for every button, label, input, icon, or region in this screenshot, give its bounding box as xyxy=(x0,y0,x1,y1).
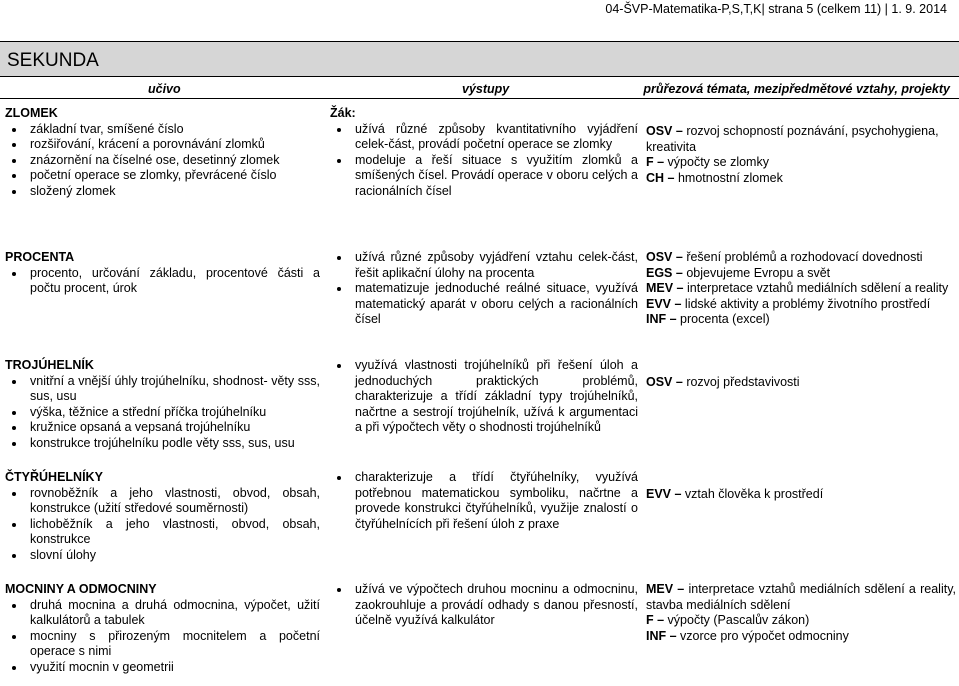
cross-text: hmotnostní zlomek xyxy=(677,170,783,185)
cross-entry xyxy=(646,155,956,171)
ucivo-list xyxy=(5,266,320,297)
vystupy-cell xyxy=(330,582,638,629)
ucivo-list xyxy=(5,374,320,452)
list-item: matematizuje jednoduché reálné situace, využívá matematický aparát v oboru celých a racionálních čísel xyxy=(330,281,638,328)
column-header-vystupy: výstupy xyxy=(462,82,510,96)
ucivo-list xyxy=(5,486,320,564)
vystupy-list xyxy=(330,582,638,629)
list-item: využívá vlastnosti trojúhelníků při řešení úloh a jednoduchých praktických problémů, charakterizuje a třídí základní typy trojúhelníků, načrtne a sestrojí trojúhelník, užívá k argumentaci a při výpočtech věty o shodnosti trojúhelníků xyxy=(330,358,638,436)
list-item: mocniny s přirozeným mocnitelem a početní operace s nimi xyxy=(5,629,320,660)
cross-entry xyxy=(646,312,956,328)
zak-label: Žák: xyxy=(330,106,356,120)
cross-tag: MEV – xyxy=(646,582,685,596)
topic-title: ČTYŘÚHELNÍKY xyxy=(5,470,103,484)
list-item: využití mocnin v geometrii xyxy=(5,660,320,676)
list-item: rozšiřování, krácení a porovnávání zlomků xyxy=(5,137,320,153)
cross-entry xyxy=(646,375,956,391)
running-header: 04-ŠVP-Matematika-P,S,T,K| strana 5 (celkem 11) | 1. 9. 2014 xyxy=(605,2,947,16)
cross-tag: OSV – xyxy=(646,375,683,389)
cross-text: objevujeme Evropu a svět xyxy=(686,265,831,280)
list-item: užívá různé způsoby vyjádření vztahu celek-část, řešit aplikační úlohy na procenta xyxy=(330,250,638,281)
list-item: druhá mocnina a druhá odmocnina, výpočet, užití kalkulátorů a tabulek xyxy=(5,598,320,629)
cross-tag: INF – xyxy=(646,312,677,326)
list-item: charakterizuje a třídí čtyřúhelníky, využívá potřebnou matematickou symboliku, načrtne a provede konstrukci čtyřúhelníků, využije znalostí o čtyřúhelnících při řešení úloh z praxe xyxy=(330,470,638,532)
list-item: užívá ve výpočtech druhou mocninu a odmocninu, zaokrouhluje a provádí odhady s danou přesností, účelně využívá kalkulátor xyxy=(330,582,638,629)
cross-tag: F – xyxy=(646,613,665,627)
column-headers xyxy=(0,77,959,99)
cross-text: interpretace vztahů mediálních sdělení a reality, stavba mediálních sdělení xyxy=(646,582,956,612)
cross-entry xyxy=(646,281,956,297)
prurez-cell xyxy=(646,487,956,503)
vystupy-list xyxy=(330,470,638,532)
cross-entry xyxy=(646,487,956,503)
column-header-prurez: průřezová témata, mezipředmětové vztahy, projekty xyxy=(643,82,950,96)
cross-tag: CH – xyxy=(646,170,675,185)
cross-entry xyxy=(646,629,956,645)
vystupy-list xyxy=(330,122,638,200)
cross-tag: INF – xyxy=(646,628,677,643)
cross-entry xyxy=(646,613,956,629)
ucivo-cell xyxy=(5,470,320,563)
vystupy-cell xyxy=(330,470,638,532)
cross-text: výpočty (Pascalův zákon) xyxy=(667,613,810,627)
ucivo-cell xyxy=(5,358,320,451)
column-header-ucivo: učivo xyxy=(148,82,181,96)
vystupy-list xyxy=(330,358,638,436)
prurez-cell xyxy=(646,124,956,186)
list-item: výška, těžnice a střední příčka trojúhelníku xyxy=(5,405,320,421)
vystupy-list xyxy=(330,250,638,328)
cross-tag: MEV – xyxy=(646,281,684,295)
list-item: užívá různé způsoby kvantitativního vyjádření celek-část, provádí početní operace se zlomky xyxy=(330,122,638,153)
list-item: základní tvar, smíšené číslo xyxy=(5,122,320,138)
list-item: početní operace se zlomky, převrácené číslo xyxy=(5,168,320,184)
cross-tag: EVV – xyxy=(646,487,682,501)
cross-text: vzorce pro výpočet odmocniny xyxy=(680,628,849,643)
cross-text: lidské aktivity a problémy životního prostředí xyxy=(684,296,931,311)
cross-tag: EVV – xyxy=(646,296,682,311)
topic-title: TROJÚHELNÍK xyxy=(5,358,94,372)
cross-tag: EGS – xyxy=(646,265,683,280)
cross-tag: OSV – xyxy=(646,124,683,138)
list-item: kružnice opsaná a vepsaná trojúhelníku xyxy=(5,420,320,436)
cross-entry xyxy=(646,171,956,187)
prurez-cell xyxy=(646,375,956,391)
vystupy-cell xyxy=(330,250,638,328)
ucivo-cell xyxy=(5,250,320,297)
cross-entry xyxy=(646,250,956,266)
list-item: složený zlomek xyxy=(5,184,320,200)
cross-text: řešení problémů a rozhodovací dovednosti xyxy=(686,250,923,264)
ucivo-cell xyxy=(5,106,320,199)
list-item: procento, určování základu, procentové části a počtu procent, úrok xyxy=(5,266,320,297)
topic-title: PROCENTA xyxy=(5,250,75,264)
cross-text: výpočty se zlomky xyxy=(667,155,769,169)
list-item: rovnoběžník a jeho vlastnosti, obvod, obsah, konstrukce (užití středové souměrnosti) xyxy=(5,486,320,517)
title-band xyxy=(0,41,959,77)
cross-tag: F – xyxy=(646,155,665,169)
vystupy-cell xyxy=(330,106,638,199)
prurez-cell xyxy=(646,250,956,328)
cross-text: rozvoj představivosti xyxy=(686,375,800,389)
list-item: konstrukce trojúhelníku podle věty sss, sus, usu xyxy=(5,436,320,452)
ucivo-cell xyxy=(5,582,320,675)
ucivo-list xyxy=(5,122,320,200)
list-item: slovní úlohy xyxy=(5,548,320,564)
list-item: znázornění na číselné ose, desetinný zlomek xyxy=(5,153,320,169)
cross-tag: OSV – xyxy=(646,250,683,264)
cross-entry xyxy=(646,124,956,155)
cross-text: rozvoj schopností poznávání, psychohygiena, kreativita xyxy=(646,124,939,154)
topic-title: ZLOMEK xyxy=(5,106,58,120)
list-item: vnitřní a vnější úhly trojúhelníku, shodnost- věty sss, sus, usu xyxy=(5,374,320,405)
cross-entry xyxy=(646,582,956,613)
ucivo-list xyxy=(5,598,320,676)
cross-text: interpretace vztahů mediálních sdělení a reality xyxy=(687,281,949,295)
cross-text: procenta (excel) xyxy=(680,312,770,326)
page-title: SEKUNDA xyxy=(7,50,99,71)
cross-entry xyxy=(646,266,956,282)
vystupy-cell xyxy=(330,358,638,436)
list-item: lichoběžník a jeho vlastnosti, obvod, obsah, konstrukce xyxy=(5,517,320,548)
prurez-cell xyxy=(646,582,956,644)
cross-entry xyxy=(646,297,956,313)
topic-title: MOCNINY A ODMOCNINY xyxy=(5,582,157,596)
list-item: modeluje a řeší situace s využitím zlomků a smíšených čísel. Provádí operace v oboru celých a racionálních čísel xyxy=(330,153,638,200)
cross-text: vztah člověka k prostředí xyxy=(684,487,824,501)
